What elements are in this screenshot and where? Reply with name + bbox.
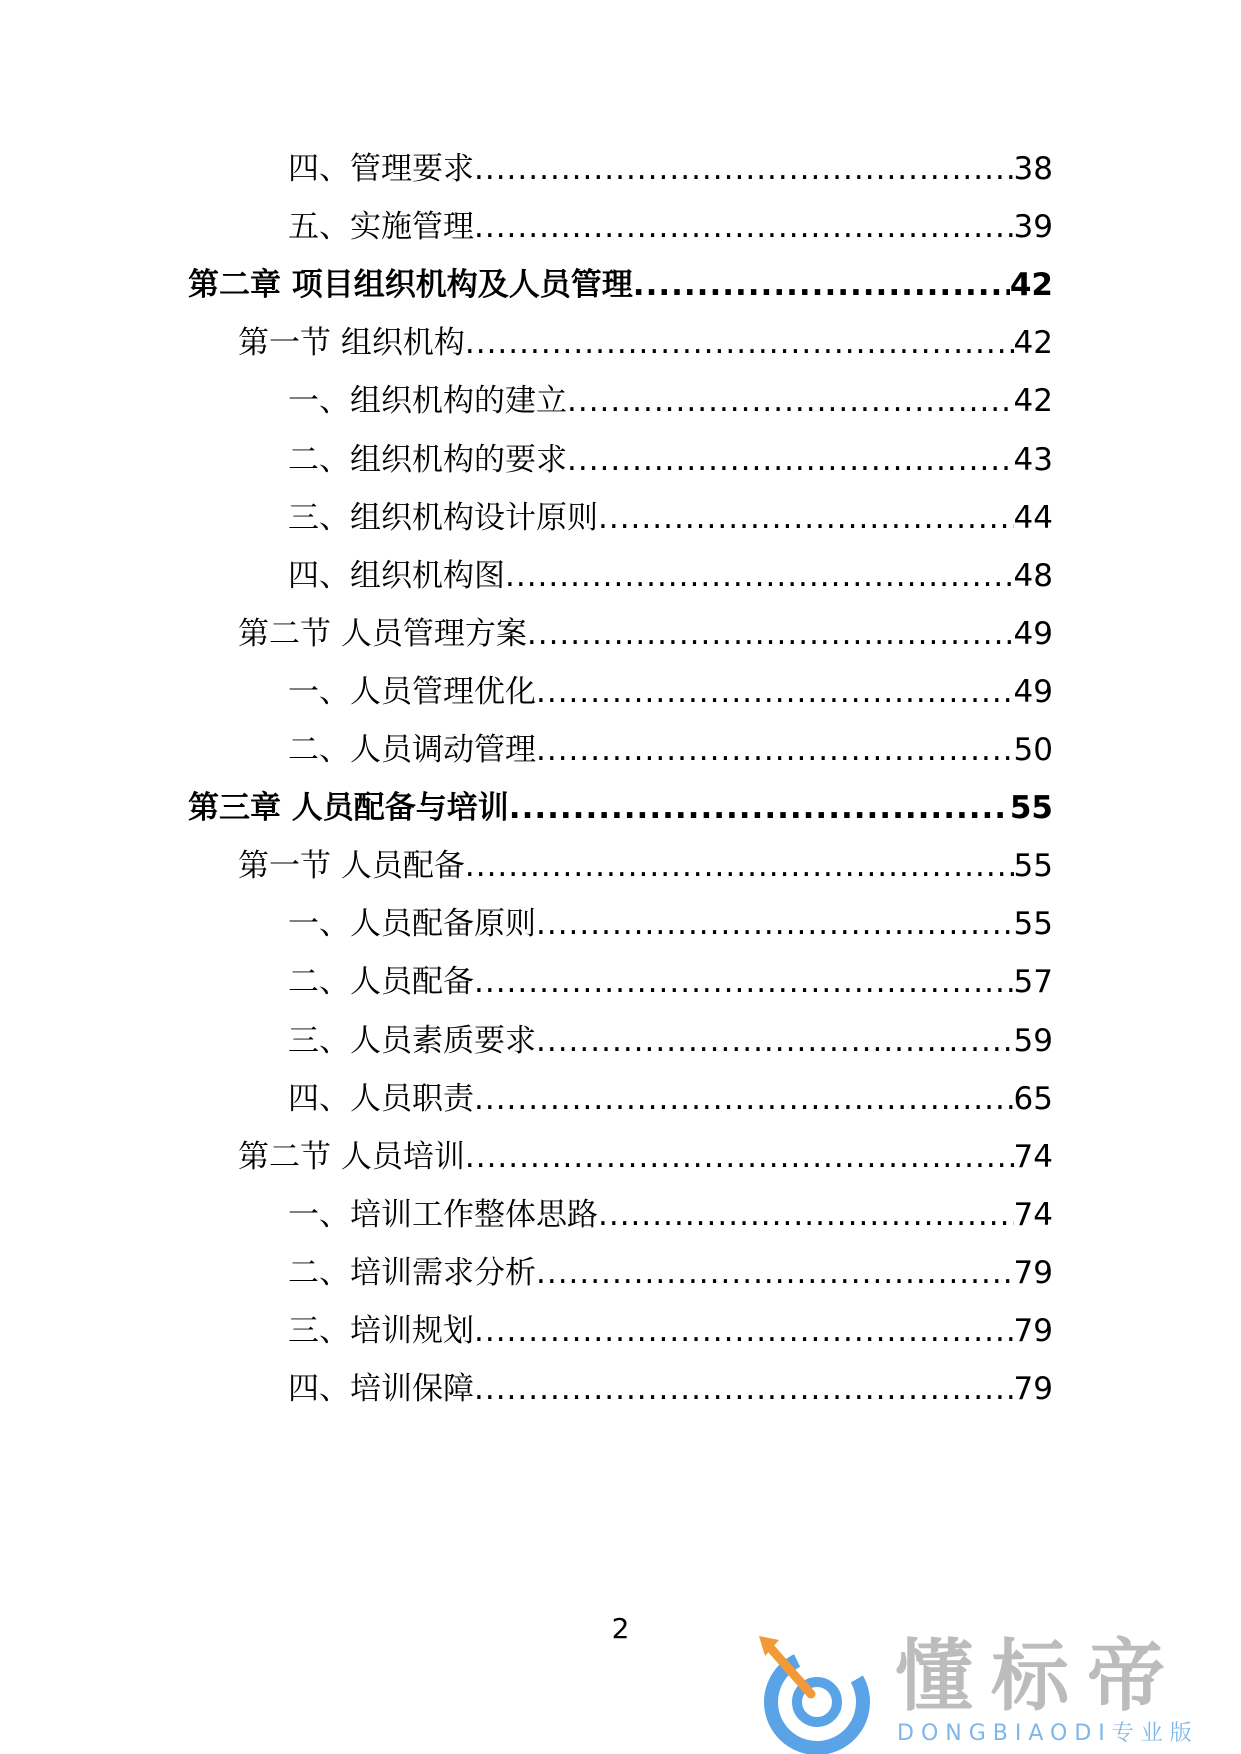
toc-entry-item (288, 556, 1053, 596)
toc-dot-leader (474, 207, 1014, 247)
watermark-brand-name: 懂标帝 (895, 1632, 1184, 1722)
toc-entry-title: 第三章 人员配备与培训 (188, 790, 509, 827)
toc-entry-title: 第一节 人员配备 (238, 848, 465, 885)
toc-entry-page: 65 (1013, 1080, 1053, 1117)
toc-entry-title: 二、组织机构的要求 (288, 441, 567, 478)
toc-entry-page: 50 (1013, 732, 1053, 768)
toc-entry-item (288, 1079, 1053, 1119)
toc-entry-item (288, 207, 1053, 247)
toc-dot-leader (536, 672, 1014, 712)
toc-entry-item (288, 381, 1053, 421)
toc-dot-leader (474, 1079, 1014, 1119)
toc-entry-chapter (188, 788, 1053, 828)
toc-dot-leader (509, 788, 1010, 828)
toc-entry-item (288, 962, 1053, 1002)
toc-dot-leader (474, 1311, 1014, 1351)
toc-dot-leader (536, 1021, 1014, 1061)
toc-entry-item (288, 440, 1053, 480)
toc-entry-section (238, 846, 1053, 886)
page-number: 2 (611, 1612, 630, 1645)
toc-entry-item (288, 1195, 1053, 1235)
toc-entry-item (288, 1369, 1053, 1409)
watermark-subtitle: DONGBIAODI专业版 (897, 1721, 1199, 1746)
toc-entry-title: 第二章 项目组织机构及人员管理 (188, 267, 633, 304)
toc-entry-page: 49 (1013, 673, 1053, 710)
toc-entry-page: 38 (1013, 151, 1053, 187)
toc-entry-page: 57 (1013, 964, 1053, 1001)
toc-entry-item (288, 1311, 1053, 1351)
toc-entry-title: 一、组织机构的建立 (288, 383, 567, 420)
toc-dot-leader (465, 1137, 1014, 1177)
toc-dot-leader (633, 265, 1010, 305)
toc-entry-page: 55 (1009, 790, 1053, 827)
toc-entry-page: 42 (1013, 325, 1053, 362)
toc-entry-page: 79 (1013, 1313, 1053, 1349)
toc-entry-page: 79 (1013, 1254, 1053, 1291)
toc-entry-title: 五、实施管理 (288, 209, 474, 246)
toc-entry-title: 三、培训规划 (288, 1313, 474, 1349)
toc-dot-leader (567, 440, 1014, 480)
toc-entry-item (288, 498, 1053, 538)
toc-entry-page: 42 (1013, 383, 1053, 420)
toc-entry-page: 42 (1009, 267, 1053, 304)
toc-entry-item (288, 149, 1053, 189)
toc-entry-page: 79 (1013, 1371, 1053, 1408)
watermark (745, 1632, 1241, 1754)
toc-entry-title: 二、人员调动管理 (288, 732, 536, 768)
toc-entry-page: 55 (1013, 906, 1053, 943)
toc-entry-title: 三、人员素质要求 (288, 1022, 536, 1059)
toc-entry-title: 四、组织机构图 (288, 557, 505, 594)
toc-entry-title: 第二节 人员管理方案 (238, 615, 527, 652)
toc-entry-item (288, 904, 1053, 944)
toc-entry-section (238, 614, 1053, 654)
toc-dot-leader (598, 498, 1014, 538)
toc-entry-item (288, 1253, 1053, 1293)
toc-entry-item (288, 1021, 1053, 1061)
toc-entry-title: 四、培训保障 (288, 1371, 474, 1408)
toc-entry-title: 第一节 组织机构 (238, 325, 465, 362)
toc-dot-leader (536, 904, 1014, 944)
toc-entry-page: 39 (1013, 209, 1053, 246)
toc-entry-page: 44 (1013, 499, 1053, 536)
toc-dot-leader (474, 962, 1014, 1002)
toc-entry-title: 二、培训需求分析 (288, 1254, 536, 1291)
toc-entry-title: 第二节 人员培训 (238, 1138, 465, 1175)
toc-entry-title: 四、人员职责 (288, 1080, 474, 1117)
toc-entry-page: 59 (1013, 1022, 1053, 1059)
toc-dot-leader (536, 1253, 1014, 1293)
toc-entry-section (238, 323, 1053, 363)
toc-dot-leader (598, 1195, 1014, 1235)
toc-entry-title: 四、管理要求 (288, 151, 474, 187)
toc-dot-leader (536, 730, 1014, 770)
toc-entry-page: 48 (1013, 557, 1053, 594)
toc-entry-title: 三、组织机构设计原则 (288, 499, 598, 536)
toc-dot-leader (474, 149, 1014, 189)
toc-entry-section (238, 1137, 1053, 1177)
toc-dot-leader (465, 323, 1014, 363)
toc-entry-page: 74 (1013, 1138, 1053, 1175)
toc-entry-title: 一、人员管理优化 (288, 673, 536, 710)
toc-entry-page: 49 (1013, 615, 1053, 652)
target-arrow-logo-icon (745, 1632, 875, 1754)
toc-entry-chapter (188, 265, 1053, 305)
toc-entry-item (288, 672, 1053, 712)
toc-entry-title: 一、培训工作整体思路 (288, 1196, 598, 1233)
toc-dot-leader (505, 556, 1014, 596)
toc-entry-page: 55 (1013, 848, 1053, 885)
toc-dot-leader (567, 381, 1014, 421)
toc-entry-page: 43 (1013, 441, 1053, 478)
toc-entry-title: 一、人员配备原则 (288, 906, 536, 943)
toc-dot-leader (527, 614, 1014, 654)
toc-entry-title: 二、人员配备 (288, 964, 474, 1001)
toc-entry-page: 74 (1013, 1196, 1053, 1233)
toc-dot-leader (465, 846, 1014, 886)
toc-entry-item (288, 730, 1053, 770)
toc-dot-leader (474, 1369, 1014, 1409)
